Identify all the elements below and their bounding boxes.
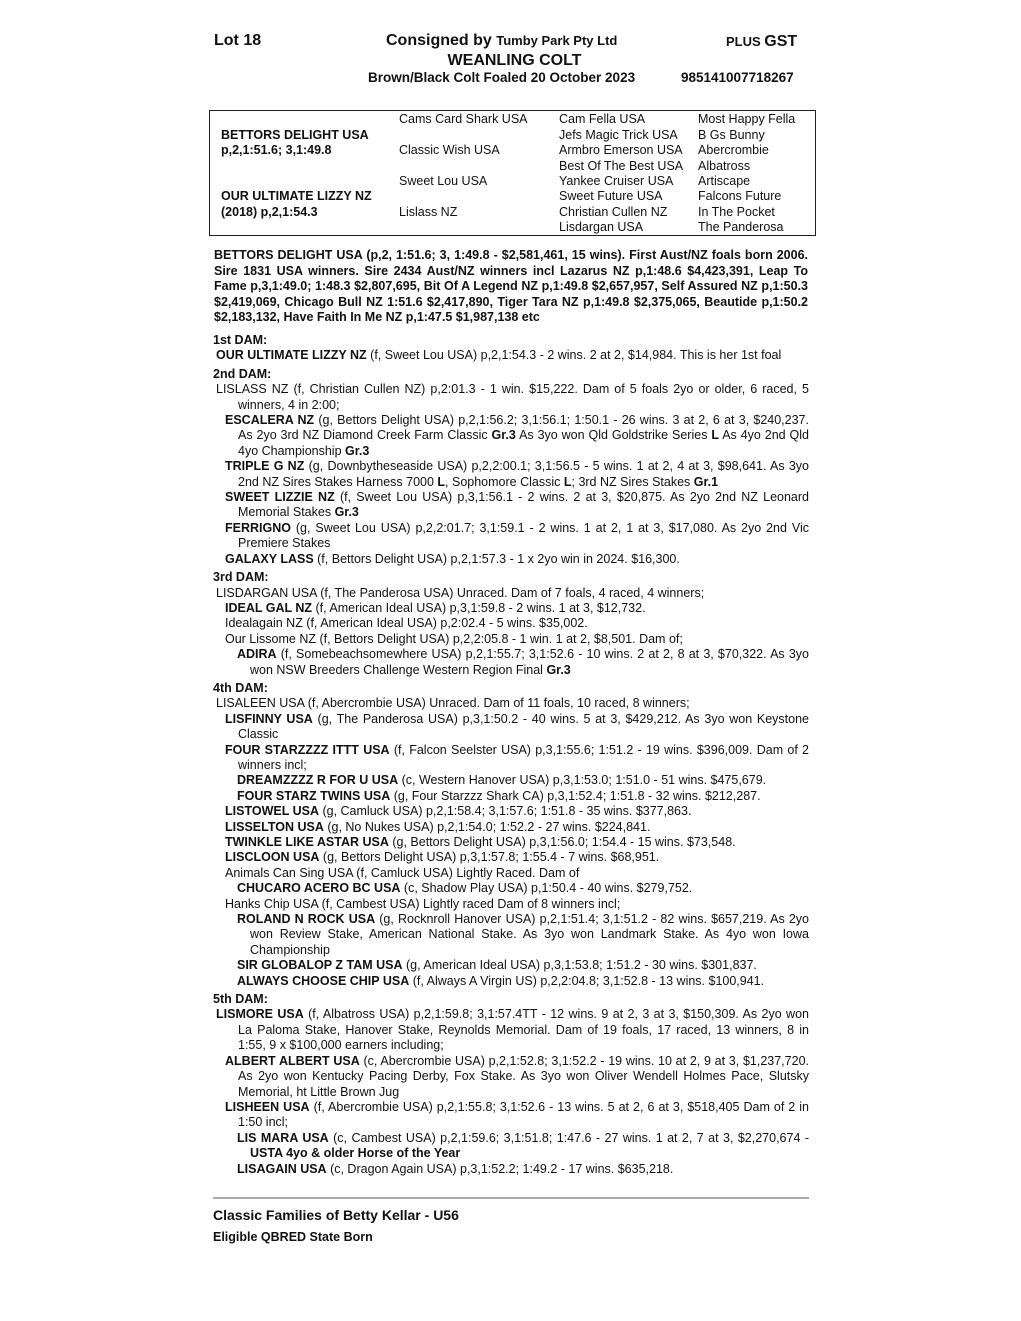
pedigree-entry (213, 743, 809, 774)
pedigree-g4: Albatross (698, 159, 751, 173)
pedigree-g3: Sweet Future USA (559, 189, 663, 203)
pedigree-entry (213, 958, 809, 973)
horse-name: FERRIGNO (225, 520, 291, 535)
entry-text: (f, Somebeachsomewhere USA) p,2,1:55.7; 3,1:52.6 - 10 wins. 2 at 2, 8 at 3, $70,322. As 3yo won NSW Breeders Challenge Western Region Final (250, 647, 809, 677)
entry-text: (c, Abercrombie USA) p,2,1:52.8; 3,1:52.2 - 19 wins. 10 at 2, 9 at 3, $1,237,720. As 2yo won Kentucky Pacing Derby, Fox Stake. As 3yo won Oliver Wendell Holmes Pace, Slutsky Memorial, ht Little Brown Jug (238, 1053, 809, 1099)
horse-name: FOUR STARZZZZ ITTT USA (225, 742, 390, 757)
eligibility-note: Eligible QBRED State Born (213, 1230, 373, 1244)
entry-text: (g, Rocknroll Hanover USA) p,2,1:51.4; 3,1:51.2 - 82 wins. $657,219. As 2yo won Review Stake, American National Stake. As 3yo won Landmark Stake. As 4yo won Iowa Championship (250, 912, 810, 957)
pedigree-g3: Best Of The Best USA (559, 159, 684, 173)
horse-name: ALWAYS CHOOSE CHIP USA (237, 973, 410, 988)
footer-divider (213, 1197, 809, 1199)
pedigree-entry (213, 616, 809, 631)
dam-heading: 3rd DAM: (213, 570, 269, 585)
entry-text: (g, Downbytheseaside USA) p,2,2:00.1; 3,1:56.5 - 5 wins. 1 at 2, 4 at 3, $98,641. As 3yo 2nd NZ Sires Stakes Harness 7000 (238, 459, 809, 489)
entry-text: LISLASS NZ (f, Christian Cullen NZ) p,2:01.3 - 1 win. $15,222. Dam of 5 foals 2yo or older, 6 raced, 5 winners, 4 in 2:00; (216, 382, 809, 412)
gst-label: GST (764, 33, 798, 50)
consignor-line (386, 32, 617, 50)
entry-text: (g, Sweet Lou USA) p,2,2:01.7; 3,1:59.1 - 2 wins. 1 at 2, 1 at 3, $17,080. As 2yo 2nd Vic Premiere Stakes (238, 520, 809, 551)
entry-text: (f, Albatross USA) p,2,1:59.8; 3,1:57.4TT - 12 wins. 9 at 2, 3 at 3, $150,309. As 2yo won La Paloma Stake, Hanover Stake, Reynolds Memorial. Dam of 19 foals, 17 raced, 13 winners, 8 in 1:55, 9 x $100,000 earners including; (238, 1007, 809, 1053)
horse-name: CHUCARO ACERO BC USA (237, 881, 401, 896)
race-grade: L (711, 428, 719, 443)
pedigree-entry (213, 521, 809, 552)
sire-name: BETTORS DELIGHT USA (221, 128, 369, 142)
pedigree-g4: The Panderosa (698, 220, 784, 234)
horse-name: ESCALERA NZ (225, 413, 315, 428)
pedigree-entry (213, 586, 809, 601)
horse-name: LISHEEN USA (225, 1099, 310, 1114)
pedigree-entry (213, 912, 809, 958)
dam-name: OUR ULTIMATE LIZZY NZ (221, 189, 372, 203)
pedigree-entry (213, 647, 809, 678)
pedigree-entry (213, 1131, 809, 1162)
plus-label: PLUS (726, 34, 761, 49)
pedigree-table (209, 110, 816, 236)
race-grade: L (437, 474, 446, 489)
lot-title: WEANLING COLT (447, 52, 582, 69)
entry-text: (f, Abercrombie USA) p,2,1:55.8; 3,1:52.6 - 13 wins. 5 at 2, 6 at 3, $518,405 Dam of 2 in 1:50 incl; (238, 1099, 810, 1130)
consignor-name: Tumby Park Pty Ltd (496, 33, 618, 48)
dam-record: (2018) p,2,1:54.3 (221, 205, 318, 219)
pedigree-entry (213, 1100, 809, 1131)
horse-name: ADIRA (237, 647, 277, 662)
entry-text: As 3yo won Qld Goldstrike Series (515, 428, 712, 443)
entry-text: (g, Bettors Delight USA) p,3,1:56.0; 1:54.4 - 15 wins. $73,548. (388, 835, 736, 849)
entry-text: Hanks Chip USA (f, Cambest USA) Lightly raced Dam of 8 winners incl; (225, 896, 621, 911)
horse-name: ROLAND N ROCK USA (237, 912, 376, 927)
pedigree-entry (213, 835, 809, 850)
horse-name: SIR GLOBALOP Z TAM USA (237, 958, 403, 973)
horse-name: IDEAL GAL NZ (225, 600, 313, 615)
horse-name: GALAXY LASS (225, 551, 314, 566)
pedigree-entry (213, 348, 809, 363)
dam-heading: 5th DAM: (213, 992, 268, 1007)
pedigree-entry (213, 382, 809, 413)
entry-text: (f, Bettors Delight USA) p,2,1:57.3 - 1 x 2yo win in 2024. $16,300. (313, 551, 680, 566)
race-grade: L (563, 474, 572, 489)
entry-text: (c, Shadow Play USA) p,1:50.4 - 40 wins. $279,752. (400, 881, 693, 896)
pedigree-entry (213, 773, 809, 788)
entry-text: Idealagain NZ (f, American Ideal USA) p,2:02.4 - 5 wins. $35,002. (225, 616, 588, 631)
pedigree-entry (213, 974, 809, 989)
consigned-label: Consigned by (386, 32, 492, 49)
pedigree-g2: Lislass NZ (399, 205, 458, 219)
entry-text: (g, Camluck USA) p,2,1:58.4; 3,1:57.6; 1:51.8 - 35 wins. $377,863. (319, 804, 692, 819)
pedigree-entry (213, 897, 809, 912)
lot-number: Lot 18 (214, 32, 262, 49)
pedigree-g4: Most Happy Fella (698, 112, 796, 126)
pedigree-g3: Armbro Emerson USA (559, 143, 683, 157)
pedigree-g4: Artiscape (698, 174, 751, 188)
horse-name: OUR ULTIMATE LIZZY NZ (216, 348, 367, 363)
horse-name: LISAGAIN USA (237, 1161, 327, 1176)
entry-text: (g, Four Starzzz Shark CA) p,3,1:52.4; 1:51.8 - 32 wins. $212,287. (390, 788, 761, 803)
pedigree-entry (213, 459, 809, 490)
pedigree-g4: B Gs Bunny (698, 128, 765, 142)
pedigree-g3: Cam Fella USA (559, 112, 646, 126)
horse-name: LISSELTON USA (225, 819, 324, 834)
pedigree-entry (213, 866, 809, 881)
race-grade: Gr.3 (334, 505, 359, 520)
entry-text: (c, Western Hanover USA) p,3,1:53.0; 1:51.0 - 51 wins. $475,679. (398, 773, 767, 788)
pedigree-entry (213, 712, 809, 743)
dam-heading: 1st DAM: (213, 333, 268, 347)
pedigree-entry (213, 789, 809, 804)
entry-text: (g, Bettors Delight USA) p,3,1:57.8; 1:55.4 - 7 wins. $68,951. (319, 850, 660, 865)
entry-text: ; 3rd NZ Sires Stakes (571, 474, 694, 489)
horse-name: LISFINNY USA (225, 711, 313, 726)
pedigree-entry (213, 1054, 809, 1100)
entry-text: (f, Always A Virgin US) p,2,2:04.8; 3,1:52.8 - 13 wins. $100,941. (409, 973, 765, 988)
entry-text: , Sophomore Classic (445, 474, 564, 489)
horse-name: LISCLOON USA (225, 850, 320, 865)
entry-text: (f, Sweet Lou USA) p,2,1:54.3 - 2 wins. 2 at 2, $14,984. This is her 1st foal (366, 348, 782, 363)
pedigree-g3: Christian Cullen NZ (559, 205, 668, 219)
horse-name: FOUR STARZ TWINS USA (237, 788, 391, 803)
pedigree-entry (213, 804, 809, 819)
entry-text: Animals Can Sing USA (f, Camluck USA) Lightly Raced. Dam of (225, 865, 580, 880)
horse-name: LISMORE USA (216, 1007, 304, 1022)
pedigree-g2: Cams Card Shark USA (399, 112, 528, 126)
entry-text: (c, Cambest USA) p,2,1:59.6; 3,1:51.8; 1:47.6 - 27 wins. 1 at 2, 7 at 3, $2,270,674 - (328, 1130, 809, 1145)
pedigree-entry (213, 820, 809, 835)
race-grade: Gr.3 (345, 443, 370, 458)
dam-heading: 4th DAM: (213, 680, 268, 695)
entry-text: LISDARGAN USA (f, The Panderosa USA) Unraced. Dam of 7 foals, 4 raced, 4 winners; (216, 585, 705, 600)
entry-text: (g, Bettors Delight USA) p,2,1:56.2; 3,1:56.1; 1:50.1 - 26 wins. 3 at 2, 6 at 3, $240,237. As 2yo 3rd NZ Diamond Creek Farm Classic (238, 413, 809, 443)
horse-name: LIS MARA USA (237, 1130, 329, 1145)
pedigree-g2: Sweet Lou USA (399, 174, 488, 188)
pedigree-entry (213, 1007, 809, 1053)
pedigree-g4: Falcons Future (698, 189, 782, 203)
lot-description: Brown/Black Colt Foaled 20 October 2023 (368, 70, 636, 85)
pedigree-entry (213, 1162, 809, 1177)
entry-text: (f, Sweet Lou USA) p,3,1:56.1 - 2 wins. 2 at 3, $20,875. As 2yo 2nd NZ Leonard Memorial Stakes (238, 490, 809, 520)
pedigree-g3: Jefs Magic Trick USA (559, 128, 678, 142)
entry-text: LISALEEN USA (f, Abercrombie USA) Unraced. Dam of 11 foals, 10 raced, 8 winners; (216, 696, 690, 711)
pedigree-entry (213, 601, 809, 616)
pedigree-entry (213, 490, 809, 521)
horse-name: TWINKLE LIKE ASTAR USA (225, 835, 389, 849)
pedigree-entry (213, 696, 809, 711)
entry-text: As 4yo 2nd Qld 4yo Championship (238, 428, 809, 458)
race-grade: Gr.1 (693, 474, 719, 489)
pedigree-entry (213, 881, 809, 896)
pedigree-g3: Yankee Cruiser USA (559, 174, 674, 188)
pedigree-g2: Classic Wish USA (399, 143, 500, 157)
entry-text: Our Lissome NZ (f, Bettors Delight USA) p,2,2:05.8 - 1 win. 1 at 2, $8,501. Dam of; (225, 631, 683, 646)
horse-name: SWEET LIZZIE NZ (225, 490, 335, 505)
classic-families-note: Classic Families of Betty Kellar - U56 (213, 1207, 459, 1223)
pedigree-entry (213, 413, 809, 459)
pedigree-g4: In The Pocket (698, 205, 775, 219)
horse-name: TRIPLE G NZ (225, 459, 305, 474)
entry-text: (f, American Ideal USA) p,3,1:59.8 - 2 wins. 1 at 3, $12,732. (312, 600, 646, 615)
pedigree-g3: Lisdargan USA (559, 220, 644, 234)
horse-name: ALBERT ALBERT USA (225, 1053, 360, 1068)
race-grade: Gr.3 (546, 662, 571, 677)
gst-note (726, 33, 797, 51)
race-grade: USTA 4yo & older Horse of the Year (250, 1146, 461, 1161)
entry-text: (g, No Nukes USA) p,2,1:54.0; 1:52.2 - 27 wins. $224,841. (323, 819, 651, 834)
horse-name: DREAMZZZZ R FOR U USA (237, 773, 399, 788)
dam-sections (213, 333, 809, 1177)
entry-text: (g, American Ideal USA) p,3,1:53.8; 1:51.2 - 30 wins. $301,837. (402, 958, 757, 973)
microchip-number: 985141007718267 (681, 70, 794, 85)
entry-text: (g, The Panderosa USA) p,3,1:50.2 - 40 wins. 5 at 3, $429,212. As 3yo won Keystone Classic (238, 711, 810, 742)
race-grade: Gr.3 (491, 428, 516, 443)
pedigree-entry (213, 552, 809, 567)
pedigree-g4: Abercrombie (698, 143, 769, 157)
sire-record: p,2,1:51.6; 3,1:49.8 (221, 143, 332, 157)
pedigree-entry (213, 850, 809, 865)
sire-summary: BETTORS DELIGHT USA (p,2, 1:51.6; 3, 1:49.8 - $2,581,461, 15 wins). First Aust/NZ foals born 2006. Sire 1831 USA winners. Sire 2434 Aust/NZ winners incl Lazarus NZ p,1:48.6 $4,423,391, Leap To Fame p,3,1:49.0; 1:48.3 $2,807,695, Bit Of A Legend NZ p,1:49.8 $2,657,957, Self Assured NZ p,1:50.3 $2,419,069, Chicago Bull NZ 1:51.6 $2,417,890, Tiger Tara NZ p,1:49.8 $2,375,065, Beautide p,1:50.2 $2,183,132, Have Faith In Me NZ p,1:47.5 $1,987,138 etc (214, 248, 808, 324)
entry-text: (f, Falcon Seelster USA) p,3,1:55.6; 1:51.2 - 19 wins. $396,009. Dam of 2 winners incl; (238, 742, 809, 772)
entry-text: (c, Dragon Again USA) p,3,1:52.2; 1:49.2 - 17 wins. $635,218. (326, 1161, 674, 1176)
horse-name: LISTOWEL USA (225, 804, 319, 819)
pedigree-entry (213, 632, 809, 647)
dam-heading: 2nd DAM: (213, 366, 272, 381)
